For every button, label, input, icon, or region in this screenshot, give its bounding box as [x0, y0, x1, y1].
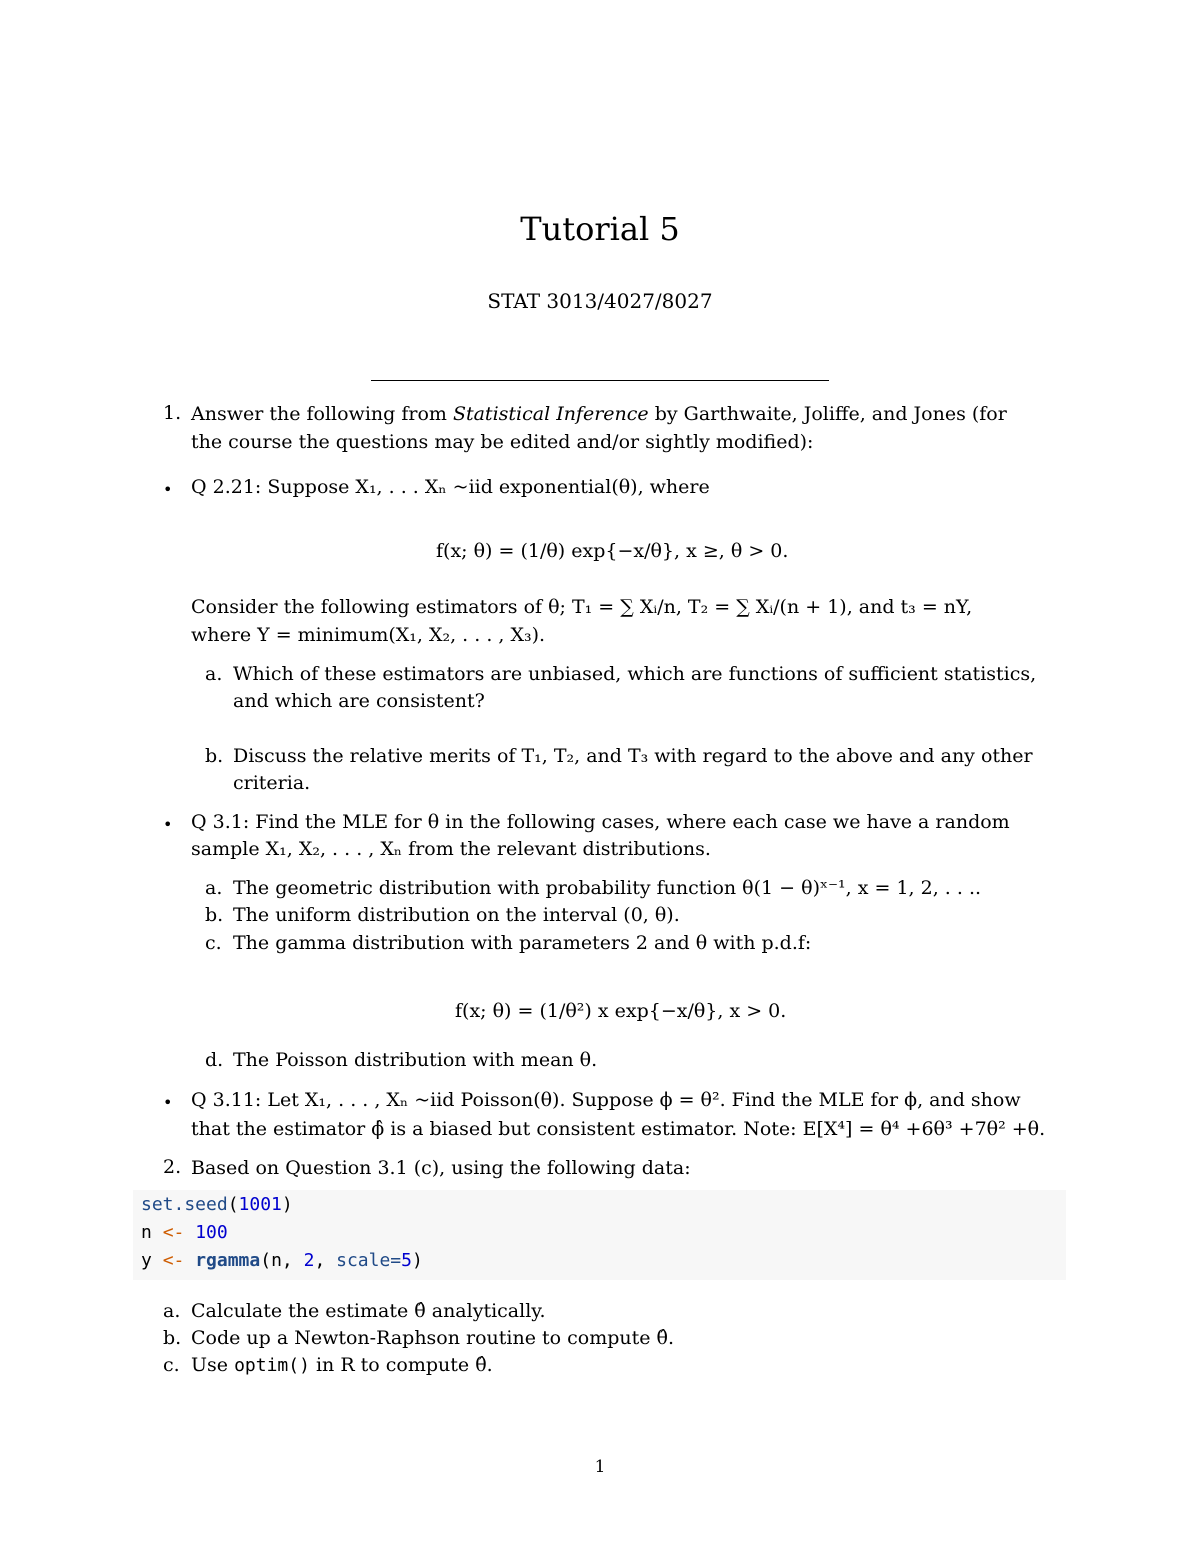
q2-c-label: c.: [163, 1354, 180, 1376]
question-1-intro: Answer the following from: [191, 403, 447, 425]
code-seed-value: 1001: [238, 1194, 282, 1215]
question-1-number: 1.: [163, 402, 182, 424]
q2-a-text: Calculate the estimate θ̂ analytically.: [191, 1300, 546, 1322]
q221-b-line-2: criteria.: [233, 772, 311, 794]
q31-line-1: Q 3.1: Find the MLE for θ in the following cases, where each case we have a random: [191, 811, 1010, 833]
code-line-1: [141, 1191, 293, 1219]
q311-line-2: that the estimator ϕ̂ is a biased but consistent estimator. Note: E[X⁴] = θ⁴ +6θ³ +7θ² +θ.: [191, 1118, 1046, 1140]
q31-b-text: The uniform distribution on the interval (0, θ).: [233, 904, 680, 926]
q2-c-pre: Use: [191, 1354, 229, 1376]
q2-c-line: [191, 1351, 493, 1380]
code-scale-arg: scale=: [336, 1250, 402, 1271]
q31-c-label: c.: [205, 932, 222, 954]
q221-b-line-1: Discuss the relative merits of T₁, T₂, and T₃ with regard to the above and any other: [233, 745, 1033, 767]
q221-estimators-line-2: where Y = minimum(X₁, X₂, . . . , X₃).: [191, 624, 546, 646]
q221-a-label: a.: [205, 663, 223, 685]
question-2-number: 2.: [163, 1156, 182, 1178]
q2-c-code: optim(): [234, 1355, 310, 1376]
code-var-n: n: [141, 1222, 163, 1243]
question-2-text: Based on Question 3.1 (c), using the following data:: [191, 1157, 691, 1179]
q311-line-1: Q 3.11: Let X₁, . . . , Xₙ ~iid Poisson(θ). Suppose ϕ = θ². Find the MLE for ϕ, and show: [191, 1089, 1021, 1111]
q221-b-label: b.: [205, 745, 224, 767]
code-var-y: y: [141, 1250, 163, 1271]
title-rule: [371, 380, 829, 381]
q31-line-2: sample X₁, X₂, . . . , Xₙ from the relevant distributions.: [191, 838, 711, 860]
q2-a-label: a.: [163, 1300, 181, 1322]
code-paren: ): [281, 1194, 293, 1215]
document-title: Tutorial 5: [520, 210, 680, 248]
code-scale-value: 5: [401, 1250, 412, 1271]
q221-statement: Q 2.21: Suppose X₁, . . . Xₙ ~iid exponential(θ), where: [191, 476, 710, 498]
code-paren: ): [412, 1250, 423, 1271]
question-1-line-2: the course the questions may be edited and/or sightly modified):: [191, 431, 814, 453]
q31-b-label: b.: [205, 904, 224, 926]
bullet-q311: •: [163, 1093, 173, 1112]
q31-gamma-equation: f(x; θ) = (1/θ²) x exp{−x/θ}, x > 0.: [455, 1000, 787, 1022]
page-number: 1: [594, 1457, 606, 1477]
q31-c-text: The gamma distribution with parameters 2 and θ with p.d.f:: [233, 932, 812, 954]
book-title: Statistical Inference: [452, 403, 649, 425]
q31-a-text: The geometric distribution with probability function θ(1 − θ)ˣ⁻¹, x = 1, 2, . . ..: [233, 877, 982, 899]
question-1-line-1: [191, 400, 1007, 428]
code-assign-op: <-: [162, 1250, 185, 1271]
code-line-2: [141, 1219, 228, 1247]
q31-d-text: The Poisson distribution with mean θ.: [233, 1049, 598, 1071]
code-line-3: [141, 1247, 423, 1275]
code-fn-setseed: set.seed: [141, 1194, 228, 1215]
course-code: STAT 3013/4027/8027: [487, 289, 713, 313]
q221-equation: f(x; θ) = (1/θ) exp{−x/θ}, x ≥, θ > 0.: [436, 540, 789, 562]
bullet-q31: •: [163, 815, 173, 834]
code-paren: (: [227, 1194, 239, 1215]
q2-c-post: in R to compute θ̂.: [315, 1354, 493, 1376]
q2-b-label: b.: [163, 1327, 182, 1349]
bullet-q221: •: [163, 480, 173, 499]
q2-b-text: Code up a Newton-Raphson routine to compute θ̂.: [191, 1327, 675, 1349]
code-fn-rgamma: rgamma: [184, 1250, 261, 1271]
q31-a-label: a.: [205, 877, 223, 899]
q221-a-line-2: and which are consistent?: [233, 690, 485, 712]
code-sep: ,: [314, 1250, 337, 1271]
question-1-authors: by Garthwaite, Joliffe, and Jones (for: [654, 403, 1007, 425]
code-shape-value: 2: [303, 1250, 315, 1271]
q221-a-line-1: Which of these estimators are unbiased, which are functions of sufficient statistics,: [233, 663, 1037, 685]
code-assign-op: <-: [162, 1222, 185, 1243]
q31-d-label: d.: [205, 1049, 224, 1071]
q221-estimators-line-1: Consider the following estimators of θ; T₁ = ∑ Xᵢ/n, T₂ = ∑ Xᵢ/(n + 1), and t₃ = nY,: [191, 596, 973, 618]
code-args: (n,: [260, 1250, 304, 1271]
code-n-value: 100: [184, 1222, 228, 1243]
